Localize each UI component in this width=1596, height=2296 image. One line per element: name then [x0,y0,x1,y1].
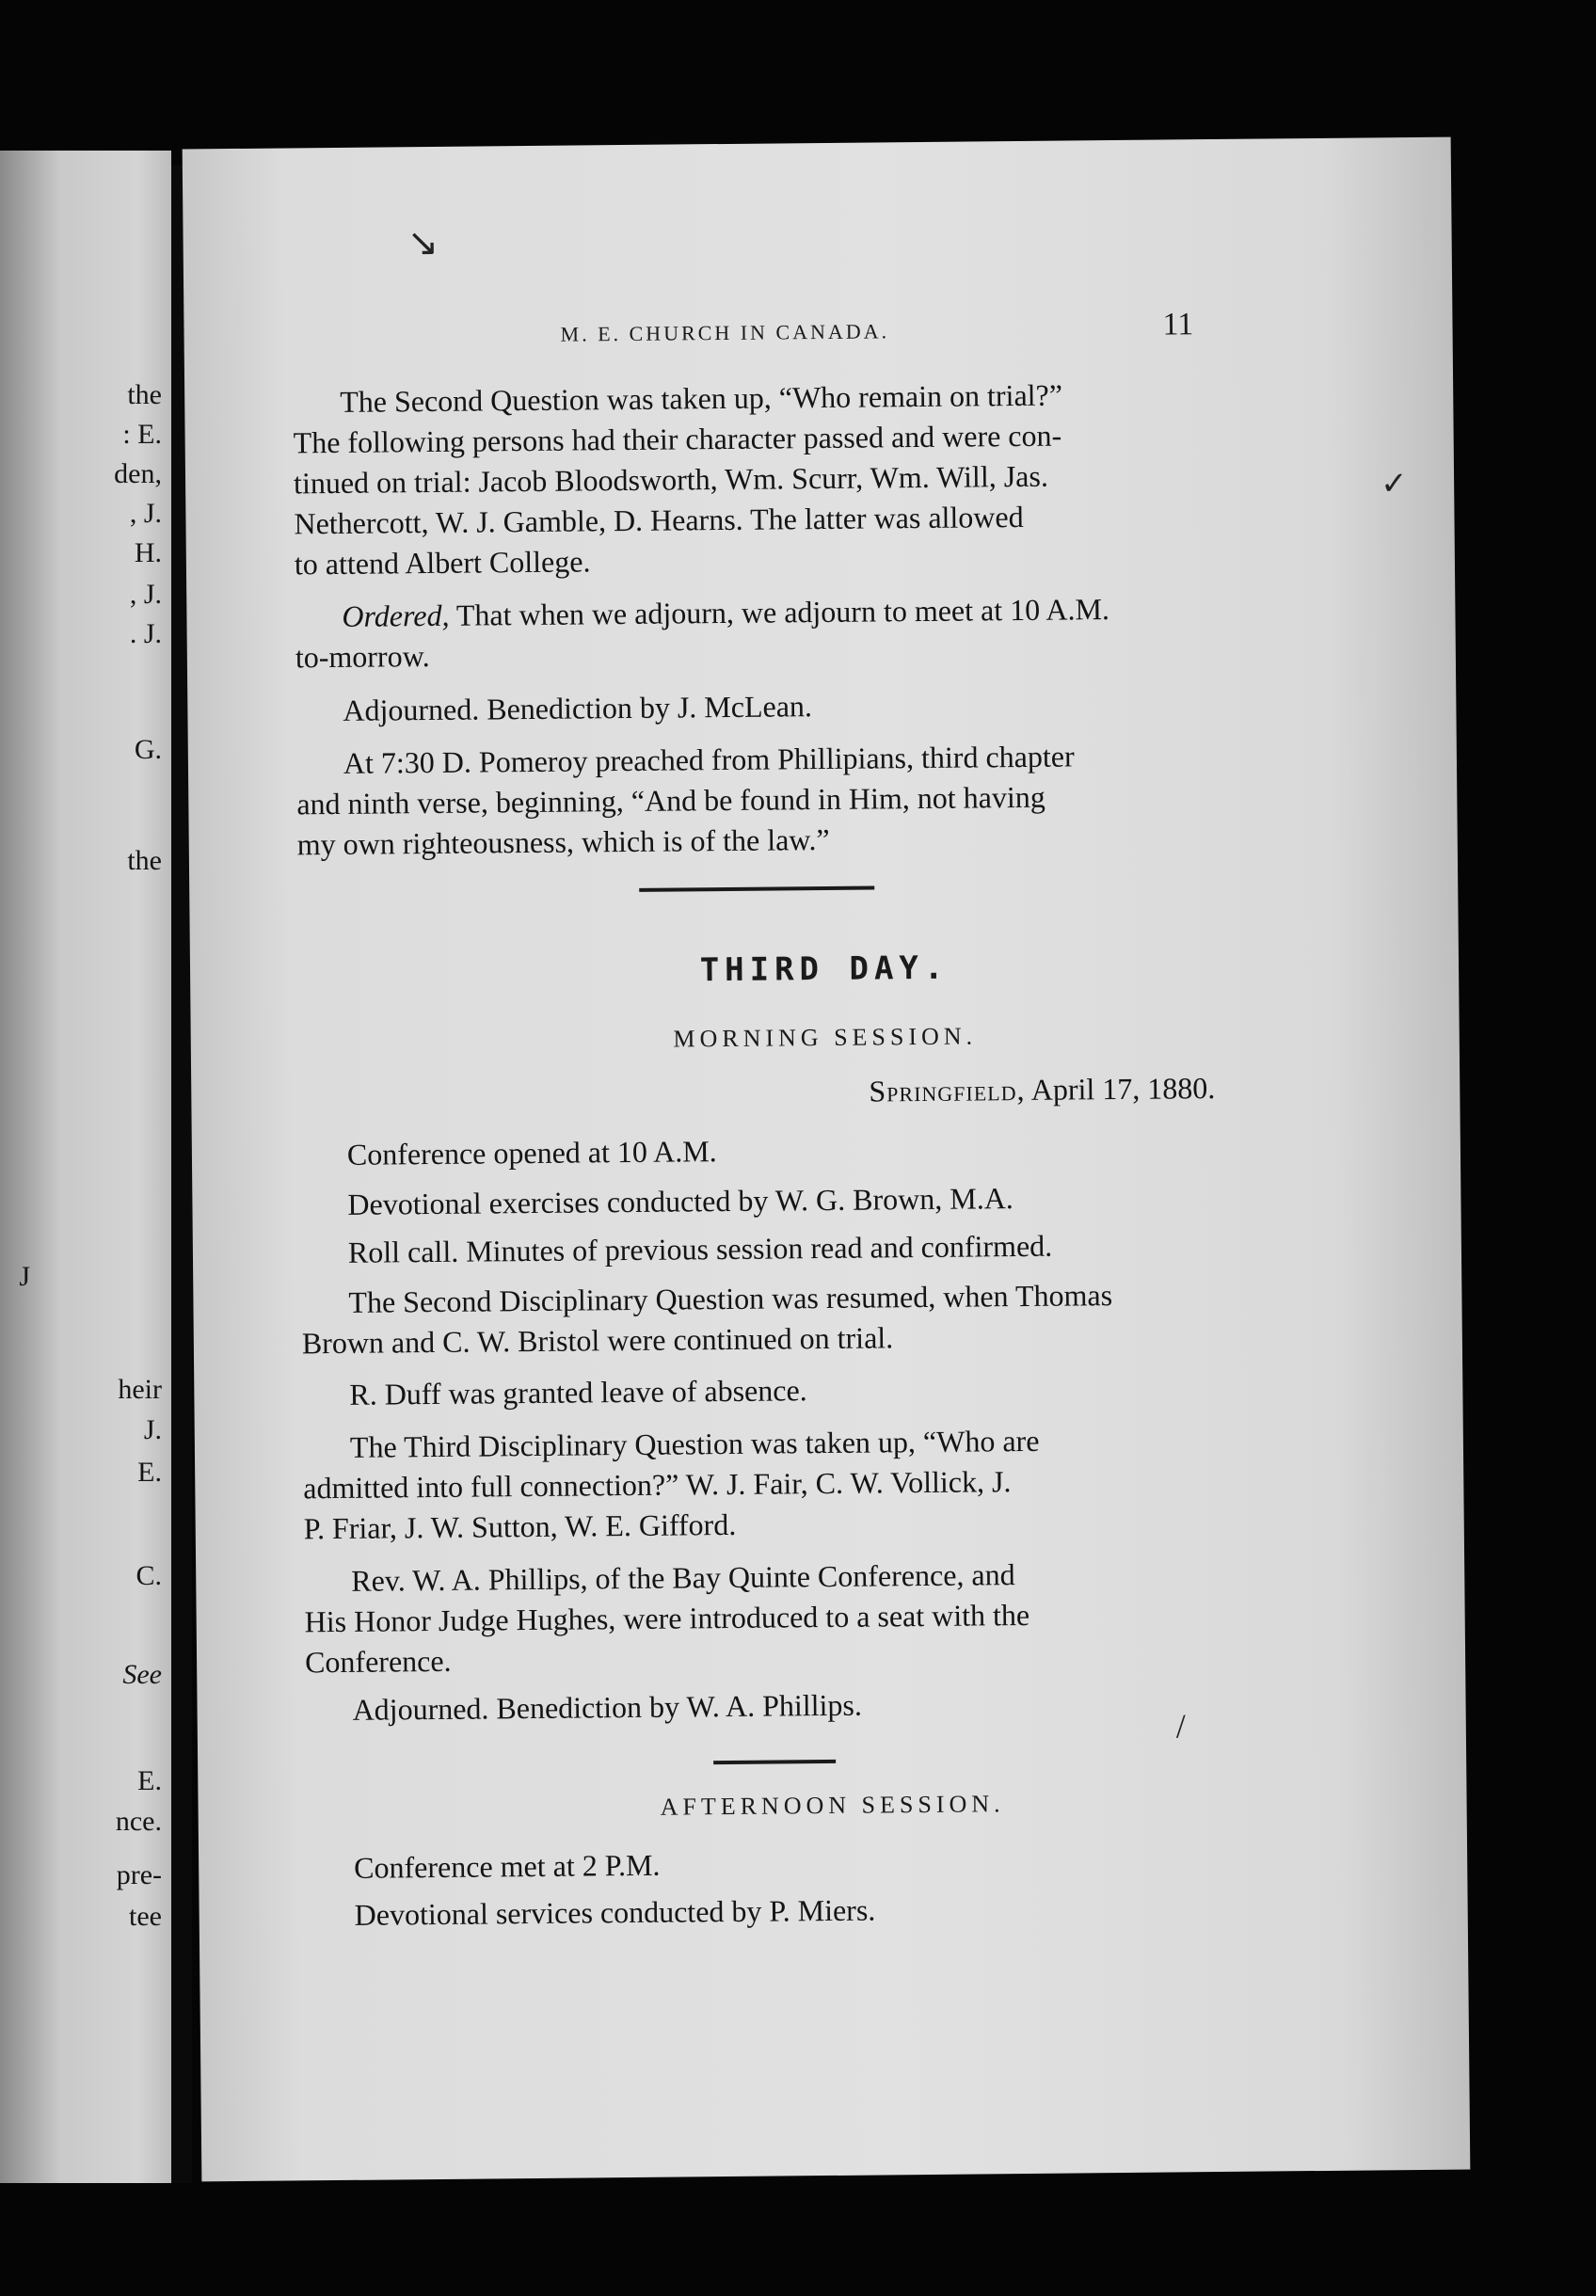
left-fragment: E. [137,1457,162,1488]
left-fragment: tee [129,1901,162,1932]
left-fragment: E. [137,1765,162,1796]
left-fragment: . J. [129,618,162,649]
left-fragment: J [19,1261,30,1292]
text-line: The Third Disciplinary Question was taken up, “Who are [349,1423,1040,1464]
text-line: admitted into full connection?” W. J. Fair, C. W. Vollick, J. [303,1464,1012,1506]
left-fragment: , J. [129,498,162,529]
text-line: Adjourned. Benediction by J. McLean. [343,689,813,727]
left-fragment: See [122,1659,162,1690]
text-line: At 7:30 D. Pomeroy preached from Phillipians, third chapter [343,739,1075,780]
text-line: The Second Disciplinary Question was resumed, when Thomas [348,1278,1113,1319]
text-line: Conference opened at 10 A.M. [346,1134,717,1172]
dateline-date: April 17, 1880. [1025,1071,1216,1107]
check-mark-icon: ✓ [1380,467,1408,502]
left-fragment: J. [143,1414,162,1445]
text-line: my own righteousness, which is of the law.” [296,821,830,862]
text-line: R. Duff was granted leave of absence. [349,1373,807,1411]
afternoon-session-heading: AFTERNOON SESSION. [660,1790,1005,1821]
left-fragment: den, [114,458,162,489]
left-fragment: pre- [116,1859,162,1890]
text-line: Rev. W. A. Phillips, of the Bay Quinte Conference, and [351,1557,1015,1598]
ordered-text: That when we adjourn, we adjourn to meet at 10 A.M. [449,592,1110,632]
text-line: Nethercott, W. J. Gamble, D. Hearns. The latter was allowed [294,499,1024,541]
text-line: to-morrow. [295,639,430,675]
left-fragment: heir [118,1374,162,1405]
text-line: His Honor Judge Hughes, were introduced to a seat with the [304,1597,1030,1639]
text-line: Devotional exercises conducted by W. G. Brown, M.A. [347,1181,1013,1221]
text-line: The Second Question was taken up, “Who remain on trial?” [340,377,1063,419]
left-fragment: C. [136,1560,162,1591]
left-fragment: nce. [115,1806,162,1837]
left-fragment: H. [134,537,162,568]
tick-mark-icon: / [1175,1707,1187,1746]
left-fragment: , J. [129,579,162,610]
running-head: M. E. CHURCH IN CANADA. [560,319,890,346]
page-number: 11 [1162,307,1194,343]
left-fragment: G. [134,734,162,765]
text-line: Conference met at 2 P.M. [354,1847,661,1885]
dateline-place: Springfield, [869,1072,1026,1108]
dateline [869,1071,1215,1109]
book-page [183,137,1471,2182]
text-line: Conference. [304,1643,452,1680]
text-line: Devotional services conducted by P. Miers. [354,1892,876,1932]
morning-session-heading: MORNING SESSION. [673,1022,978,1053]
text-line: Roll call. Minutes of previous session read and confirmed. [347,1228,1053,1269]
section-divider [713,1760,836,1764]
text-line: P. Friar, J. W. Sutton, W. E. Gifford. [303,1507,737,1546]
pencil-mark-icon: ↘ [407,220,439,264]
left-fragment: the [127,379,162,410]
text-line: and ninth verse, beginning, “And be found in Him, not having [296,779,1045,821]
left-fragment: the [127,845,162,876]
text-line: The following persons had their character passed and were con- [293,418,1062,460]
text-line: Adjourned. Benediction by W. A. Phillips. [352,1687,863,1727]
left-fragment: : E. [122,419,162,450]
previous-page-edge [0,151,171,2183]
day-heading: THIRD DAY. [699,949,950,990]
text-line: Brown and C. W. Bristol were continued on trial. [301,1320,894,1361]
section-divider [639,885,874,891]
text-line: to attend Albert College. [294,544,591,582]
ordered-label: Ordered, [342,598,450,633]
text-line: tinued on trial: Jacob Bloodsworth, Wm. Scurr, Wm. Will, Jas. [293,458,1049,501]
